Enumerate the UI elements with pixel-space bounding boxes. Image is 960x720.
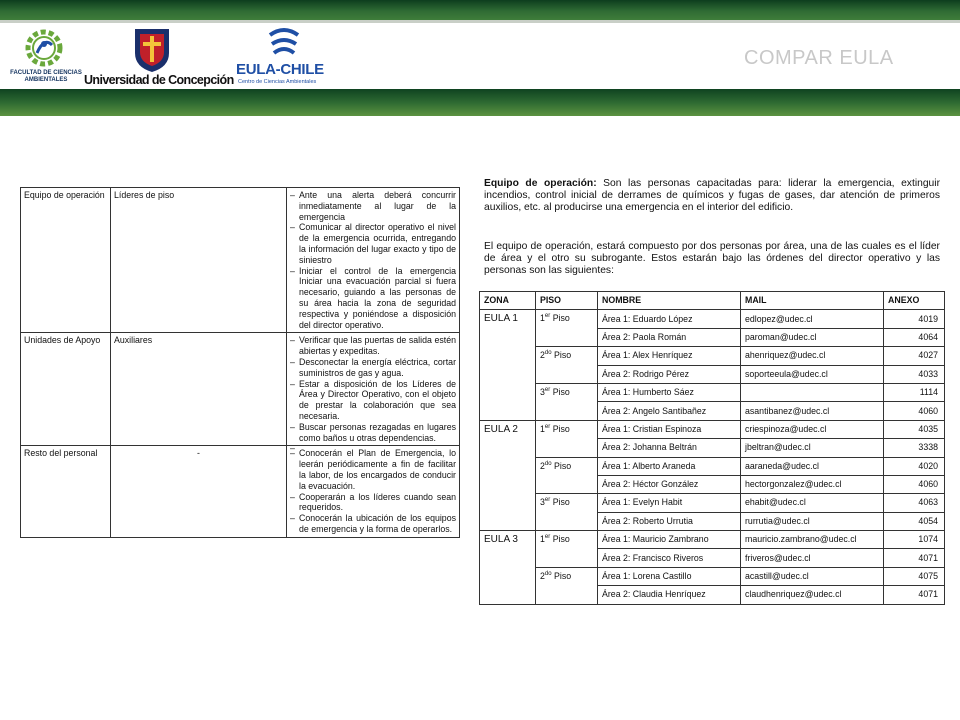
task-list: [290, 335, 456, 443]
mail-cell: aaraneda@udec.cl: [741, 457, 884, 475]
extension-cell: 4033: [884, 365, 945, 383]
contact-row: [480, 531, 945, 549]
column-header: PISO: [536, 292, 598, 310]
responsible-cell: Líderes de piso: [111, 188, 287, 333]
floor-label: Piso: [551, 350, 572, 361]
role-cell: Unidades de Apoyo: [21, 333, 111, 446]
contact-row: [480, 310, 945, 328]
mail-cell: criespinoza@udec.cl: [741, 420, 884, 438]
contact-row: [480, 457, 945, 475]
floor-label: Piso: [551, 460, 572, 471]
task-item: – Iniciar el control de la emergencia Iniciar una evacuación parcial si fuera necesario, guiando a las personas de su área hacia la zona de seguridad respectiva y poniéndose a disposición del director operativo.: [290, 266, 456, 331]
role-row: [21, 333, 460, 446]
gear-icon: [23, 27, 65, 69]
contact-row: [480, 383, 945, 401]
operation-team-lead: Equipo de operación:: [484, 178, 597, 189]
task-item: – Conocerán la ubicación de los equipos de emergencia y la forma de operarlos.: [290, 513, 456, 535]
extension-cell: 3338: [884, 439, 945, 457]
responsible-cell: Auxiliares: [111, 333, 287, 446]
floor-number: 3: [540, 497, 545, 508]
faculty-logo: [6, 27, 86, 87]
role-cell: Resto del personal: [21, 446, 111, 537]
floor-cell: [536, 531, 598, 568]
task-item: – Estar a disposición de los Líderes de Área y Director Operativo, con el objeto de prestar la colaboración que sea necesaria.: [290, 379, 456, 422]
operation-team-paragraph: [484, 178, 940, 214]
name-cell: Área 1: Cristian Espinoza: [598, 420, 741, 438]
name-cell: Área 2: Roberto Urrutia: [598, 512, 741, 530]
mail-cell: ahenriquez@udec.cl: [741, 347, 884, 365]
name-cell: Área 1: Evelyn Habit: [598, 494, 741, 512]
contact-row: [480, 494, 945, 512]
floor-suffix: er: [544, 423, 551, 430]
floor-cell: [536, 383, 598, 420]
extension-cell: 4071: [884, 549, 945, 567]
floor-label: Piso: [550, 423, 570, 434]
floor-label: Piso: [550, 497, 570, 508]
floor-suffix: do: [544, 350, 552, 357]
floor-cell: [536, 347, 598, 384]
extension-cell: 4019: [884, 310, 945, 328]
task-item: – Cooperarán a los líderes cuando sean requeridos.: [290, 492, 456, 514]
name-cell: Área 1: Alex Henríquez: [598, 347, 741, 365]
task-item: – Conocerán el Plan de Emergencia, lo leerán periódicamente a fin de facilitar la labor, de los encargados de conducir la evacuación.: [290, 448, 456, 491]
mail-cell: soporteeula@udec.cl: [741, 365, 884, 383]
floor-cell: [536, 457, 598, 494]
name-cell: Área 1: Mauricio Zambrano: [598, 531, 741, 549]
floor-label: Piso: [551, 570, 572, 581]
header-bottom-bar: [0, 89, 960, 116]
header-top-bar: [0, 0, 960, 20]
task-item: – Buscar personas rezagadas en lugares como baños u otras dependencias.: [290, 422, 456, 444]
role-row: [21, 188, 460, 333]
eula-name: EULA-CHILE: [236, 61, 324, 78]
brand-title: COMPAR EULA: [744, 47, 894, 69]
column-header: MAIL: [741, 292, 884, 310]
shield-icon: [132, 27, 172, 73]
mail-cell: acastill@udec.cl: [741, 567, 884, 585]
zone-cell: EULA 2: [480, 420, 536, 530]
contact-row: [480, 347, 945, 365]
floor-suffix: er: [544, 497, 551, 504]
floor-number: 3: [540, 386, 545, 397]
floor-suffix: do: [544, 570, 552, 577]
name-cell: Área 1: Lorena Castillo: [598, 567, 741, 585]
mail-cell: edlopez@udec.cl: [741, 310, 884, 328]
mail-cell: ehabit@udec.cl: [741, 494, 884, 512]
floor-number: 1: [540, 313, 545, 324]
mail-cell: friveros@udec.cl: [741, 549, 884, 567]
floor-number: 2: [540, 350, 545, 361]
faculty-logo-caption: FACULTAD DE CIENCIAS AMBIENTALES: [10, 70, 82, 83]
task-list: [290, 190, 456, 330]
floor-label: Piso: [550, 313, 570, 324]
contacts-table: [479, 291, 945, 605]
role-cell: Equipo de operación: [21, 188, 111, 333]
mail-cell: mauricio.zambrano@udec.cl: [741, 531, 884, 549]
extension-cell: 4027: [884, 347, 945, 365]
contacts-header-row: [480, 292, 945, 310]
column-header: ZONA: [480, 292, 536, 310]
extension-cell: 4063: [884, 494, 945, 512]
responsible-cell: -: [111, 446, 287, 537]
floor-number: 2: [540, 460, 545, 471]
mail-cell: claudhenriquez@udec.cl: [741, 586, 884, 604]
column-header: ANEXO: [884, 292, 945, 310]
floor-suffix: er: [544, 387, 551, 394]
tasks-cell: [287, 333, 460, 446]
name-cell: Área 1: Eduardo López: [598, 310, 741, 328]
contact-row: [480, 420, 945, 438]
name-cell: Área 2: Paola Román: [598, 328, 741, 346]
floor-number: 2: [540, 570, 545, 581]
mail-cell: jbeltran@udec.cl: [741, 439, 884, 457]
operation-team-text: Son las personas capacitadas para: liderar la emergencia, extinguir incendios, control inicial de derrames de químicos y fugas de gases, dar atención de primeros auxilios, etc. al producirse una emergencia en el interior del edificio.: [484, 178, 941, 214]
floor-cell: [536, 310, 598, 347]
eula-logo: [236, 27, 336, 87]
task-list: [290, 448, 456, 534]
extension-cell: 1114: [884, 383, 945, 401]
mail-cell: [741, 383, 884, 401]
name-cell: Área 2: Héctor González: [598, 475, 741, 493]
extension-cell: 4035: [884, 420, 945, 438]
extension-cell: 4064: [884, 328, 945, 346]
floor-cell: [536, 567, 598, 604]
university-logo: [84, 27, 234, 89]
tasks-cell: [287, 188, 460, 333]
extension-cell: 1074: [884, 531, 945, 549]
extension-cell: 4075: [884, 567, 945, 585]
name-cell: Área 2: Claudia Henríquez: [598, 586, 741, 604]
mail-cell: paroman@udec.cl: [741, 328, 884, 346]
floor-suffix: er: [544, 313, 551, 320]
task-item: – Comunicar al director operativo el nivel de la emergencia ocurrida, entregando la información del lugar exacto y tipo de siniestro: [290, 222, 456, 265]
tasks-cell: [287, 446, 460, 537]
eula-mark-icon: [266, 27, 302, 61]
mail-cell: asantibanez@udec.cl: [741, 402, 884, 420]
name-cell: Área 2: Angelo Santibañez: [598, 402, 741, 420]
extension-cell: 4060: [884, 402, 945, 420]
eula-subtitle: Centro de Ciencias Ambientales: [238, 79, 317, 85]
extension-cell: 4054: [884, 512, 945, 530]
floor-cell: [536, 420, 598, 457]
floor-number: 1: [540, 534, 545, 545]
role-row: [21, 446, 460, 537]
column-header: NOMBRE: [598, 292, 741, 310]
zone-cell: EULA 1: [480, 310, 536, 420]
zone-cell: EULA 3: [480, 531, 536, 605]
composition-paragraph: El equipo de operación, estará compuesto por dos personas por área, una de las cuales es el líder de área y el otro su subrogante. Estos estarán bajo las órdenes del director operativo y las personas son las siguientes:: [484, 241, 940, 277]
name-cell: Área 2: Johanna Beltrán: [598, 439, 741, 457]
name-cell: Área 1: Alberto Araneda: [598, 457, 741, 475]
mail-cell: rurrutia@udec.cl: [741, 512, 884, 530]
extension-cell: 4071: [884, 586, 945, 604]
floor-cell: [536, 494, 598, 531]
roles-table: [20, 187, 460, 538]
contact-row: [480, 567, 945, 585]
floor-suffix: do: [544, 460, 552, 467]
mail-cell: hectorgonzalez@udec.cl: [741, 475, 884, 493]
floor-label: Piso: [550, 386, 570, 397]
task-item: – Verificar que las puertas de salida estén abiertas y expeditas.: [290, 335, 456, 357]
task-item: – Ante una alerta deberá concurrir inmediatamente al lugar de la emergencia: [290, 190, 456, 222]
university-name: Universidad de Concepción: [84, 73, 234, 87]
extension-cell: 4060: [884, 475, 945, 493]
name-cell: Área 2: Rodrigo Pérez: [598, 365, 741, 383]
floor-suffix: er: [544, 534, 551, 541]
name-cell: Área 2: Francisco Riveros: [598, 549, 741, 567]
floor-number: 1: [540, 423, 545, 434]
name-cell: Área 1: Humberto Sáez: [598, 383, 741, 401]
extension-cell: 4020: [884, 457, 945, 475]
floor-label: Piso: [550, 534, 570, 545]
task-item: – Desconectar la energía eléctrica, cortar suministros de gas y agua.: [290, 357, 456, 379]
